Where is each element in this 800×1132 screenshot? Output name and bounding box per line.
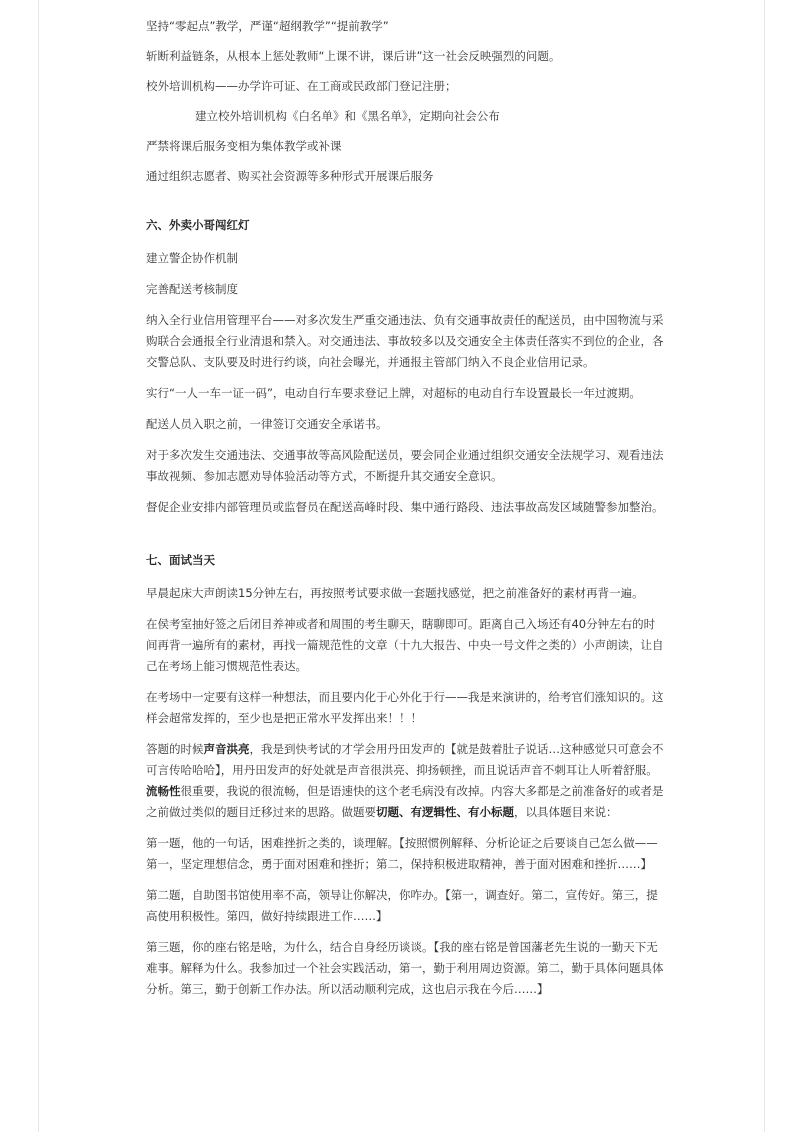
text-line: 校外培训机构——办学许可证、在工商或民政部门登记注册； bbox=[146, 79, 457, 93]
text-run: 答题的时候 bbox=[146, 742, 204, 756]
text-run: 很重要，我说的很流畅，但是语速快的这个老毛病没有改掉。内容大多都是之前准备好的或者是之前做过类似的题目迁移过来的思路。做题要 bbox=[146, 784, 664, 819]
paragraph-mixed bbox=[146, 739, 666, 823]
bold-run: 流畅性 bbox=[146, 784, 181, 798]
text-run: ，以具体题目来说： bbox=[514, 805, 618, 819]
bold-run: 声音洪亮 bbox=[203, 742, 250, 756]
paragraph: 在考场中一定要有这样一种想法，而且要内化于心外化于行——我是来演讲的，给考官们涨知识的。这样会超常发挥的，至少也是把正常水平发挥出来！！！ bbox=[146, 690, 664, 725]
paragraph: 第二题，自助图书馆使用率不高，领导让你解决，你咋办。【第一，调查好。第二，宣传好。第三，提高使用积极性。第四，做好持续跟进工作……】 bbox=[146, 888, 658, 923]
paragraph: 第一题，他的一句话，困难挫折之类的，谈理解。【按照惯例解释、分析论证之后要谈自己怎么做——第一，坚定理想信念，勇于面对困难和挫折；第二，保持积极进取精神，善于面对困难和挫折……】 bbox=[146, 836, 658, 871]
section-heading: 七、面试当天 bbox=[146, 553, 215, 567]
paragraph: 对于多次发生交通违法、交通事故等高风险配送员，要会同企业通过组织交通安全法规学习、观看违法事故视频、参加志愿劝导体验活动等方式，不断提升其交通安全意识。 bbox=[146, 448, 664, 483]
text-line: 通过组织志愿者、购买社会资源等多种形式开展课后服务 bbox=[146, 169, 434, 183]
document-body bbox=[146, 16, 666, 1010]
paragraph: 督促企业安排内部管理员或监督员在配送高峰时段、集中通行路段、违法事故高发区域随警参加整治。 bbox=[146, 500, 664, 514]
paragraph: 纳入全行业信用管理平台——对多次发生严重交通违法、负有交通事故责任的配送员，由中国物流与采购联合会通报全行业清退和禁入。对交通违法、事故较多以及交通安全主体责任落实不到位的企业，各交警总队、支队要及时进行约谈，向社会曝光，并通报主管部门纳入不良企业信用记录。 bbox=[146, 313, 664, 369]
paragraph: 建立警企协作机制 bbox=[146, 251, 238, 265]
paragraph: 第三题，你的座右铭是啥，为什么，结合自身经历谈谈。【我的座右铭是曾国藩老先生说的一勤天下无难事。解释为什么。我参加过一个社会实践活动，第一，勤于利用周边资源。第二，勤于具体问题具体分析。第三，勤于创新工作办法。所以活动顺利完成，这也启示我在今后……】 bbox=[146, 940, 664, 996]
bold-run: 切题、有逻辑性、有小标题 bbox=[376, 805, 514, 819]
section-heading: 六、外卖小哥闯红灯 bbox=[146, 218, 250, 232]
text-run: ，我是到快考试的才学会用丹田发声的【就是鼓着肚子说话…这种感觉只可意会不可言传哈哈哈】，用丹田发声的好处就是声音很洪亮、抑扬顿挫，而且说话声音不刺耳让人听着舒服。 bbox=[146, 742, 664, 777]
text-line: 斩断利益链条，从根本上惩处教师“上课不讲，课后讲”这一社会反映强烈的问题。 bbox=[146, 49, 561, 63]
text-line: 严禁将课后服务变相为集体教学或补课 bbox=[146, 139, 342, 153]
page-border-right bbox=[764, 0, 765, 1132]
paragraph: 实行“一人一车一证一码”，电动自行车要求登记上牌，对超标的电动自行车设置最长一年过渡期。 bbox=[146, 386, 641, 400]
page-border-left bbox=[38, 0, 39, 1132]
paragraph: 完善配送考核制度 bbox=[146, 282, 238, 296]
text-line: 坚持“零起点”教学，严谨“超纲教学”“提前教学” bbox=[146, 19, 389, 33]
paragraph: 在侯考室抽好签之后闭目养神或者和周围的考生聊天，瞎聊即可。距离自己入场还有40分钟左右的时间再背一遍所有的素材，再找一篇规范性的文章（十九大报告、中央一号文件之类的）小声朗读，让自己在考场上能习惯规范性表达。 bbox=[146, 617, 664, 673]
paragraph: 配送人员入职之前，一律签订交通安全承诺书。 bbox=[146, 417, 388, 431]
paragraph: 早晨起床大声朗读15分钟左右，再按照考试要求做一套题找感觉，把之前准备好的素材再背一遍。 bbox=[146, 586, 644, 600]
text-line: 建立校外培训机构《白名单》和《黑名单》，定期向社会公布 bbox=[195, 109, 500, 123]
